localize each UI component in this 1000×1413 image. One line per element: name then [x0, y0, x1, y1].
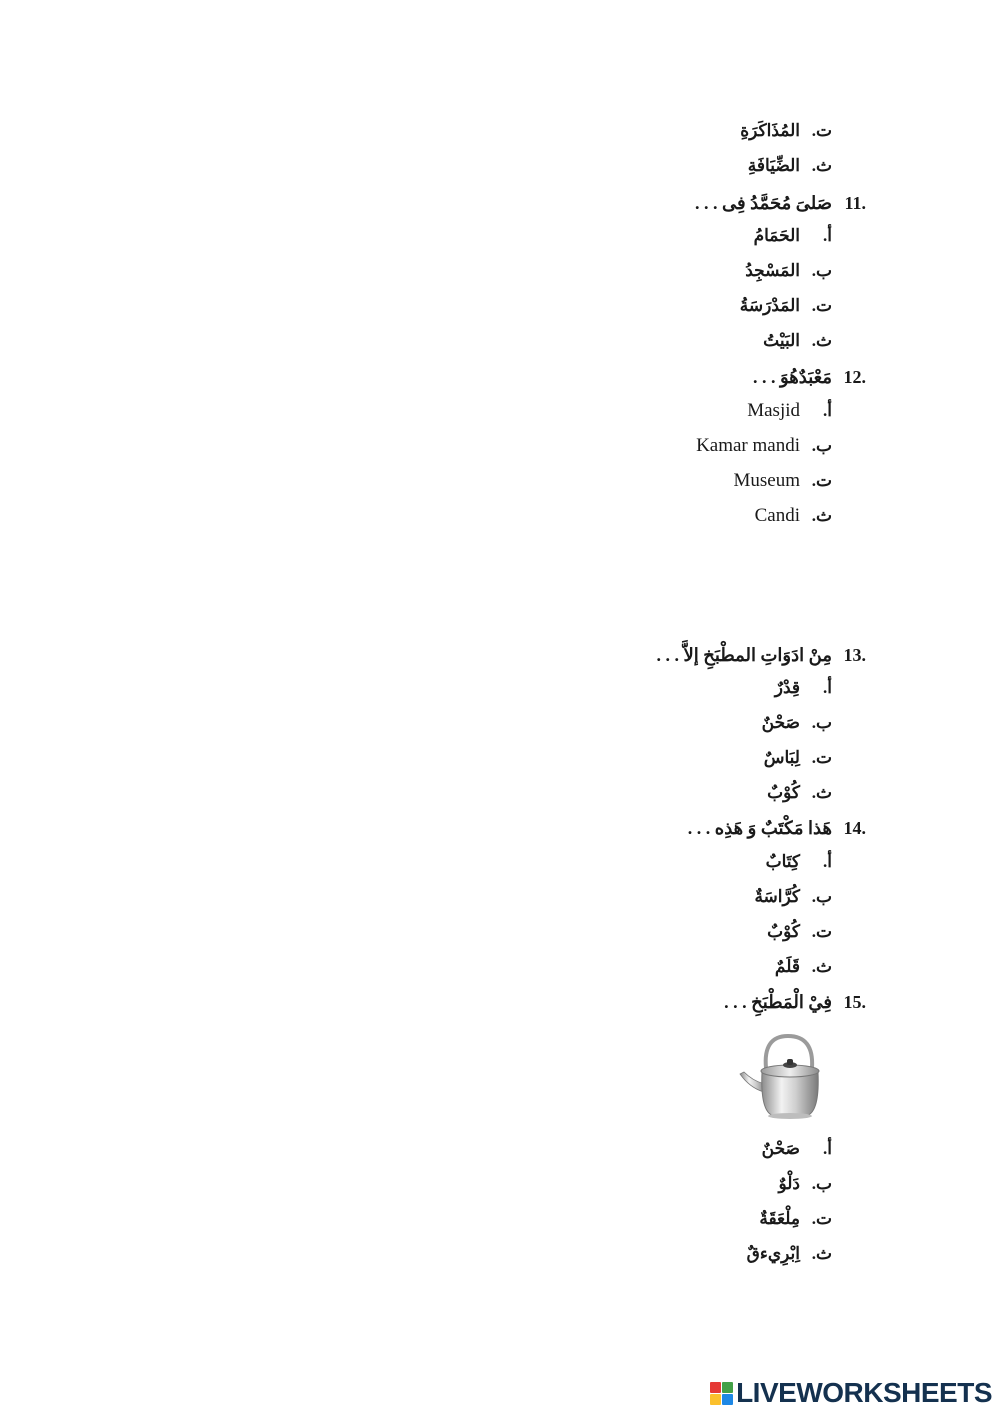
question-text: هَذا مَكْتَبٌ وَ هَذِه . . .: [687, 818, 832, 838]
option-text: مِلْعَقَةٌ: [759, 1209, 800, 1228]
option-text: اِبْرِيءقٌ: [746, 1244, 800, 1263]
option-marker: ب.: [811, 1174, 832, 1193]
option-text: المَسْجِدُ: [745, 261, 800, 280]
question-number: 14.: [843, 818, 866, 838]
question-text: صَلىَ مُحَمَّدُ فِى . . .: [695, 193, 832, 213]
option-marker: أ.: [823, 226, 832, 245]
option-marker: ب.: [811, 436, 832, 455]
question-number: 15.: [843, 992, 866, 1012]
option-marker: أ.: [823, 401, 832, 420]
option-marker: ث.: [811, 331, 832, 350]
option-text: دَلْوٌ: [778, 1174, 800, 1193]
option-marker: ب.: [811, 887, 832, 906]
badge-square: [710, 1382, 721, 1393]
option-text: كِتَابٌ: [765, 852, 800, 871]
liveworksheets-logo[interactable]: [710, 1375, 992, 1411]
option-text: قَلَمٌ: [774, 957, 800, 976]
option-text: الضِّيَافَةِ: [747, 156, 800, 175]
question-number: 13.: [843, 645, 866, 665]
option-text: Candi: [754, 505, 800, 526]
option-marker: ث.: [811, 1244, 832, 1263]
option-marker: ت.: [811, 121, 832, 140]
option-marker: أ.: [823, 852, 832, 871]
option-marker: ت.: [811, 1209, 832, 1228]
option-marker: ث.: [811, 506, 832, 525]
question-number: 12.: [843, 367, 866, 387]
option-text: المُذَاكَرَةِ: [740, 121, 800, 140]
option-text: كُرَّاسَةٌ: [754, 887, 800, 906]
option-text: الحَمَامُ: [753, 226, 800, 245]
option-text: كُوْبٌ: [767, 922, 800, 941]
badge-square: [710, 1394, 721, 1405]
option-text: المَدْرَسَةُ: [739, 296, 800, 315]
liveworksheets-badge-icon: [710, 1382, 733, 1405]
question-text: فِيْ الْمَطْبَخِ . . .: [724, 992, 832, 1012]
option-text: صَحْنٌ: [761, 713, 800, 732]
option-marker: ث.: [811, 957, 832, 976]
option-text: قِدْرٌ: [774, 678, 800, 697]
option-text: Kamar mandi: [696, 435, 800, 456]
badge-square: [722, 1382, 733, 1393]
option-marker: أ.: [823, 678, 832, 697]
option-text: لِبَاسٌ: [763, 748, 800, 767]
option-marker: أ.: [823, 1139, 832, 1158]
question-text: مِنْ ادَوَاتِ المطْبَخِ إلاَّ . . .: [656, 645, 832, 665]
badge-square: [722, 1394, 733, 1405]
option-marker: ب.: [811, 713, 832, 732]
option-text: البَيْتُ: [763, 331, 800, 350]
option-text: Museum: [733, 470, 800, 491]
logo-text: LIVEWORKSHEETS: [736, 1377, 992, 1408]
question-text: مَعْبَدٌهُوَ . . .: [753, 367, 832, 387]
option-marker: ت.: [811, 471, 832, 490]
option-text: Masjid: [747, 400, 800, 421]
option-text: كُوْبٌ: [767, 783, 800, 802]
option-marker: ت.: [811, 296, 832, 315]
option-marker: ت.: [811, 922, 832, 941]
kettle-image: [736, 1032, 836, 1120]
option-marker: ت.: [811, 748, 832, 767]
option-marker: ب.: [811, 261, 832, 280]
option-text: صَحْنٌ: [761, 1139, 800, 1158]
question-number: 11.: [844, 193, 866, 213]
option-marker: ث.: [811, 783, 832, 802]
option-marker: ث.: [811, 156, 832, 175]
